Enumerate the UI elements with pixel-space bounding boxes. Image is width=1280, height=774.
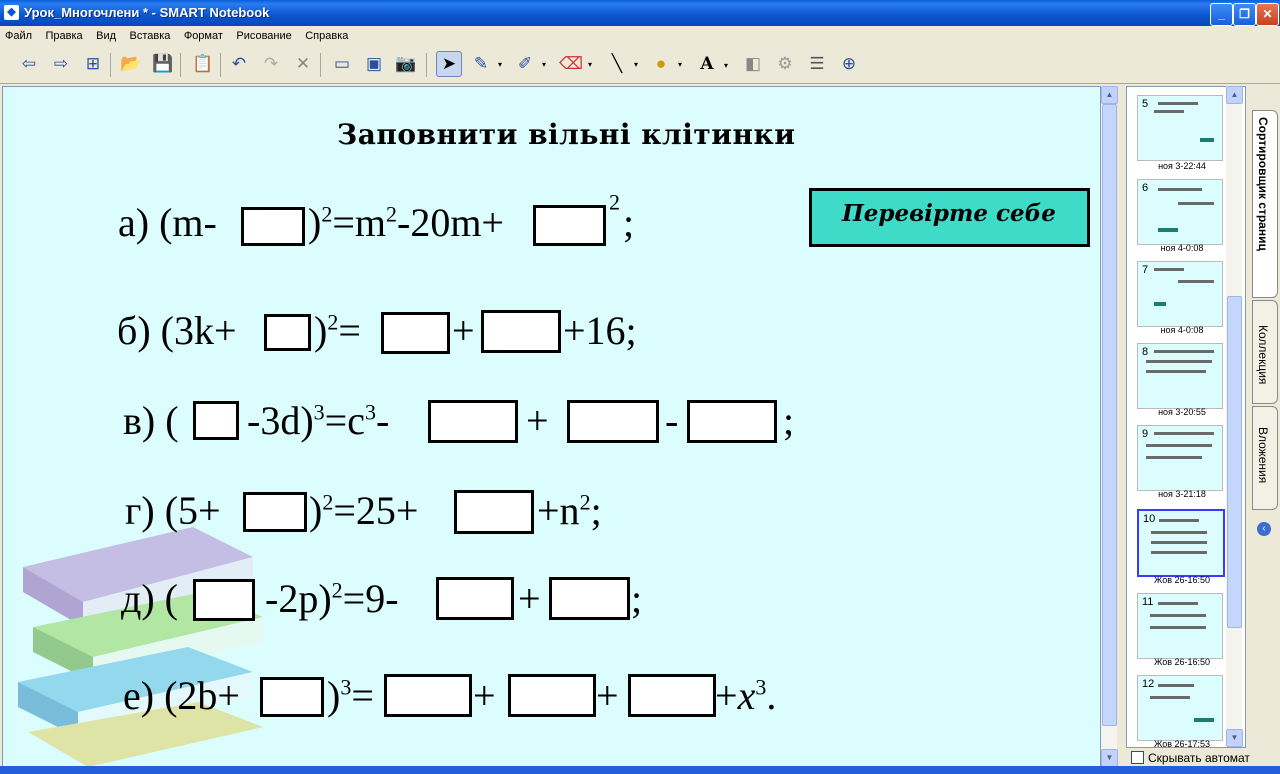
page-number: 10 (1143, 513, 1156, 525)
eq-e-part1: е) (2b+ (123, 673, 240, 718)
eq-e-variable: x (737, 673, 756, 718)
check-yourself-label: Перевірте себе (842, 200, 1056, 227)
eq-g-exponent: 2 (579, 489, 591, 515)
eq-e-text: + (715, 673, 738, 718)
thumb-line (1151, 531, 1207, 534)
thumb-line (1146, 360, 1212, 363)
thumb-line (1150, 696, 1190, 699)
tab-gallery[interactable] (1252, 300, 1278, 404)
menu-edit[interactable]: Правка (45, 30, 83, 42)
eq-v-text: =c (324, 398, 365, 443)
eq-a-text: ) (308, 200, 322, 245)
eq-b-part4: +16; (563, 308, 637, 353)
eq-a-part2 (308, 199, 504, 246)
slide-canvas[interactable] (2, 86, 1101, 768)
scroll-up-icon[interactable]: ▲ (1101, 86, 1118, 104)
eq-g-text: ; (590, 488, 602, 533)
eq-a-part1: а) (m- (118, 200, 217, 245)
eq-e-text: = (351, 673, 374, 718)
blank-box[interactable] (687, 400, 777, 443)
page-thumbnail[interactable] (1137, 425, 1223, 491)
page-number: 11 (1142, 596, 1154, 608)
thumb-line (1158, 188, 1202, 191)
eq-e-exponent: 3 (340, 674, 352, 700)
eq-b-part1: б) (3k+ (117, 308, 237, 353)
eq-d-part2 (265, 575, 399, 622)
page-number: 5 (1142, 98, 1149, 110)
eq-d-text: -2p) (265, 576, 332, 621)
blank-box[interactable] (384, 674, 472, 717)
eq-b-part2 (314, 307, 361, 354)
open-icon[interactable]: 📂 (120, 54, 142, 73)
thumb-button (1194, 718, 1214, 722)
eq-v-part3: + (526, 398, 549, 443)
eq-a-exponent: 2 (609, 189, 620, 215)
blank-box[interactable] (533, 205, 606, 246)
fill-icon[interactable]: ◧ (744, 54, 762, 73)
thumb-line (1178, 280, 1214, 283)
menu-insert[interactable]: Вставка (129, 30, 171, 42)
eq-a-part4: ; (623, 200, 635, 245)
eq-b-exponent: 2 (327, 309, 339, 335)
blank-box[interactable] (567, 400, 659, 443)
blank-box[interactable] (264, 314, 311, 351)
blank-box[interactable] (193, 579, 255, 621)
eq-v-text: -3d) (247, 398, 314, 443)
screen-shade-icon[interactable]: ▭ (333, 54, 351, 73)
autohide-checkbox[interactable] (1131, 751, 1250, 765)
collapse-panel-icon[interactable]: ‹ (1257, 522, 1271, 536)
thumb-line (1150, 626, 1206, 629)
thumb-button (1154, 302, 1166, 306)
scroll-thumb[interactable] (1102, 104, 1117, 726)
eq-v-part4: - (665, 398, 679, 443)
page-label: ноя 4-0:08 (1160, 243, 1204, 253)
page-thumbnail-active[interactable] (1137, 509, 1225, 577)
minimize-button[interactable]: _ (1210, 3, 1233, 26)
eq-e-part4: + (596, 673, 619, 718)
thumb-line (1158, 102, 1198, 105)
page-thumbnail[interactable] (1137, 593, 1223, 659)
sorter-scrollbar[interactable] (1226, 86, 1242, 746)
delete-icon[interactable]: ✕ (295, 54, 311, 73)
back-icon[interactable]: ⇦ (21, 54, 37, 73)
page-number: 9 (1142, 428, 1149, 440)
page-number: 12 (1142, 678, 1155, 690)
eq-g-text: ) (309, 488, 323, 533)
eq-d-part1: д) ( (121, 576, 178, 621)
menu-view[interactable]: Вид (96, 30, 117, 42)
blank-box[interactable] (454, 490, 534, 534)
eq-d-part3: + (518, 576, 541, 621)
check-yourself-button[interactable] (809, 188, 1090, 247)
eq-a-exponent: 2 (321, 201, 333, 227)
slide-heading: Заповнити вільні клітинки (337, 118, 796, 151)
eq-d-part4: ; (631, 576, 643, 621)
window-title: Урок_Многочлени * - SMART Notebook (24, 5, 270, 20)
more-icon[interactable]: ⊕ (841, 54, 857, 73)
eq-d-text: =9- (342, 576, 399, 621)
menu-help[interactable]: Справка (305, 30, 349, 42)
add-page-icon[interactable]: ⊞ (85, 54, 101, 73)
eq-e-exponent: 3 (755, 674, 767, 700)
eq-e-part2 (327, 672, 374, 719)
side-tabs (1250, 86, 1280, 774)
blank-box[interactable] (428, 400, 518, 443)
title-bar (0, 0, 1280, 26)
table-icon[interactable]: ☰ (809, 54, 825, 73)
scroll-up-icon[interactable]: ▲ (1226, 86, 1243, 104)
scroll-down-icon[interactable]: ▼ (1226, 729, 1243, 747)
pen-icon[interactable]: ✎ ▾ (473, 54, 502, 73)
thumb-line (1146, 370, 1206, 373)
eq-a-text: -20m+ (397, 200, 504, 245)
page-thumbnail[interactable] (1137, 675, 1223, 741)
thumb-line (1178, 202, 1214, 205)
eq-e-text: . (766, 673, 777, 718)
tab-label: Вложения (1256, 427, 1270, 484)
page-label: ноя 4-0:08 (1160, 325, 1204, 335)
page-label: ноя 3-22:44 (1158, 161, 1206, 171)
eq-b-part3: + (452, 308, 475, 353)
eq-g-part1: г) (5+ (125, 488, 221, 533)
taskbar (0, 766, 1280, 774)
blank-box[interactable] (481, 310, 561, 353)
tab-label: Сортировщик страниц (1256, 117, 1270, 251)
thumb-line (1154, 350, 1214, 353)
thumb-line (1158, 602, 1198, 605)
page-number: 8 (1142, 346, 1149, 358)
creative-pen-icon[interactable]: ✐ ▾ (517, 54, 546, 73)
thumb-line (1146, 444, 1212, 447)
eq-b-text: = (338, 308, 361, 353)
full-screen-icon[interactable]: ▣ (365, 54, 383, 73)
properties-icon[interactable]: ⚙ (777, 54, 793, 73)
eq-v-part5: ; (783, 398, 795, 443)
blank-box[interactable] (436, 577, 514, 620)
thumb-line (1150, 614, 1206, 617)
thumb-line (1154, 432, 1214, 435)
thumb-button (1200, 138, 1214, 142)
menu-bar (0, 26, 1280, 45)
page-number: 7 (1142, 264, 1149, 276)
eq-a-part3 (609, 187, 620, 234)
line-icon[interactable]: ╲ ▾ (611, 54, 638, 73)
menu-format[interactable]: Формат (183, 30, 223, 42)
tab-attachments[interactable] (1252, 406, 1278, 510)
page-thumbnail[interactable] (1137, 343, 1223, 409)
scroll-down-icon[interactable]: ▼ (1101, 749, 1118, 767)
thumb-line (1158, 684, 1194, 687)
eraser-icon[interactable]: ⌫ ▾ (558, 54, 592, 73)
toolbar-separator (426, 53, 427, 77)
eq-b-text: ) (314, 308, 328, 353)
eq-a-text: =m (332, 200, 386, 245)
tab-label: Коллекция (1256, 325, 1270, 385)
toolbar-separator (180, 53, 181, 77)
thumb-line (1159, 519, 1199, 522)
blank-box[interactable] (260, 677, 324, 717)
eq-g-part2 (309, 487, 418, 534)
thumb-line (1146, 456, 1202, 459)
checkbox-icon[interactable] (1131, 751, 1144, 764)
page-label: Жов 26-17:53 (1153, 739, 1211, 748)
tab-page-sorter[interactable] (1252, 110, 1278, 298)
eq-v-exponent: 3 (313, 399, 325, 425)
toolbar (0, 45, 1280, 84)
page-label: Жов 26-16:50 (1153, 575, 1211, 585)
canvas-scrollbar[interactable] (1101, 86, 1117, 766)
eq-g-text: +n (537, 488, 580, 533)
close-button[interactable]: ✕ (1256, 3, 1279, 26)
select-icon[interactable]: ➤ (436, 51, 462, 77)
blank-box[interactable] (508, 674, 596, 717)
eq-v-text: - (375, 398, 390, 443)
page-number: 6 (1142, 182, 1149, 194)
eq-g-exponent: 2 (322, 489, 334, 515)
toolbar-separator (320, 53, 321, 77)
thumb-line (1151, 541, 1207, 544)
eq-e-text: ) (327, 673, 341, 718)
thumb-line (1151, 551, 1207, 554)
toolbar-separator (220, 53, 221, 77)
page-thumbnail[interactable] (1137, 261, 1223, 327)
autohide-label: Скрывать автомат (1148, 751, 1250, 765)
text-icon[interactable]: A ▾ (700, 54, 728, 74)
eq-v-exponent: 3 (364, 399, 376, 425)
blank-box[interactable] (241, 207, 305, 246)
blank-box[interactable] (381, 312, 450, 354)
blank-box[interactable] (243, 492, 307, 532)
eq-g-text: =25+ (333, 488, 419, 533)
page-thumbnail[interactable] (1137, 95, 1223, 161)
menu-file[interactable]: Файл (5, 30, 33, 42)
smart-notebook-icon: ◆ (4, 5, 19, 20)
redo-icon[interactable]: ↷ (263, 54, 279, 73)
forward-icon[interactable]: ⇨ (53, 54, 69, 73)
thumb-button (1158, 228, 1178, 232)
page-thumbnail[interactable] (1137, 179, 1223, 245)
paste-icon[interactable]: 📋 (192, 54, 214, 73)
blank-box[interactable] (193, 401, 239, 440)
blank-box[interactable] (628, 674, 716, 717)
eq-e-part3: + (473, 673, 496, 718)
page-label: ноя 3-21:18 (1158, 489, 1206, 499)
eq-g-part3 (537, 487, 602, 534)
eq-d-exponent: 2 (331, 577, 343, 603)
save-icon[interactable]: 💾 (152, 54, 174, 73)
shape-icon[interactable]: ● ▾ (655, 54, 682, 73)
eq-e-part5 (715, 672, 776, 719)
thumb-line (1154, 110, 1184, 113)
page-label: Жов 26-16:50 (1153, 657, 1211, 667)
scroll-thumb[interactable] (1227, 296, 1242, 628)
thumb-line (1154, 268, 1184, 271)
toolbar-separator (110, 53, 111, 77)
capture-icon[interactable]: 📷 (395, 54, 417, 73)
menu-draw[interactable]: Рисование (236, 30, 292, 42)
eq-a-exponent: 2 (386, 201, 397, 227)
eq-v-part1: в) ( (123, 398, 179, 443)
undo-icon[interactable]: ↶ (231, 54, 247, 73)
eq-v-part2 (247, 397, 389, 444)
page-label: ноя 3-20:55 (1158, 407, 1206, 417)
maximize-button[interactable]: ❐ (1233, 3, 1256, 26)
blank-box[interactable] (549, 577, 630, 620)
